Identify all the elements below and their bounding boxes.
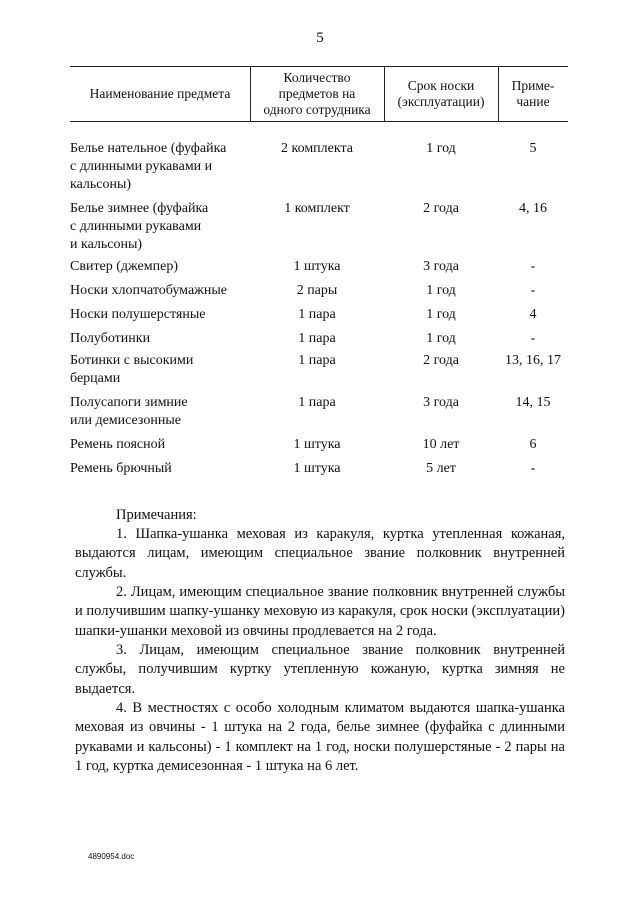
cell-wear-term: 5 лет bbox=[426, 461, 456, 476]
document-filename: 4890954.doc bbox=[88, 852, 135, 861]
page-number: 5 bbox=[316, 30, 324, 46]
cell-item-name: Белье зимнее (фуфайка с длинными рукавами и кальсоны) bbox=[70, 201, 209, 252]
cell-item-name: Свитер (джемпер) bbox=[70, 259, 178, 274]
cell-quantity: 1 штука bbox=[293, 437, 341, 452]
cell-wear-term: 1 год bbox=[426, 307, 456, 322]
cell-wear-term: 1 год bbox=[426, 331, 456, 346]
cell-item-name: Ремень поясной bbox=[70, 437, 166, 452]
cell-note: - bbox=[530, 461, 536, 476]
cell-item-name: Белье нательное (фуфайка с длинными рукавами и кальсоны) bbox=[70, 141, 227, 192]
cell-wear-term: 3 года bbox=[423, 259, 459, 274]
cell-note: 13, 16, 17 bbox=[505, 353, 561, 368]
cell-wear-term: 1 год bbox=[426, 141, 456, 156]
cell-item-name: Полусапоги зимние или демисезонные bbox=[70, 395, 188, 428]
clothing-norms-table bbox=[70, 66, 568, 476]
header-wear-term: Срок носки (эксплуатации) bbox=[397, 78, 485, 109]
cell-item-name: Носки полушерстяные bbox=[70, 307, 206, 322]
cell-note: 14, 15 bbox=[515, 395, 551, 410]
cell-note: - bbox=[530, 331, 536, 346]
cell-item-name: Полуботинки bbox=[70, 331, 151, 346]
table-header bbox=[70, 66, 568, 122]
cell-note: 4, 16 bbox=[519, 201, 547, 216]
cell-item-name: Носки хлопчатобумажные bbox=[70, 283, 227, 298]
cell-note: - bbox=[530, 283, 536, 298]
cell-quantity: 1 штука bbox=[293, 461, 341, 476]
cell-quantity: 2 комплекта bbox=[281, 141, 353, 156]
cell-quantity: 2 пары bbox=[296, 283, 338, 298]
cell-wear-term: 2 года bbox=[423, 201, 459, 216]
cell-quantity: 1 пара bbox=[298, 395, 336, 410]
cell-quantity: 1 пара bbox=[298, 353, 336, 368]
cell-quantity: 1 комплект bbox=[284, 201, 350, 216]
cell-note: 6 bbox=[529, 437, 537, 452]
cell-item-name: Ботинки с высокими берцами bbox=[70, 353, 194, 386]
cell-wear-term: 1 год bbox=[426, 283, 456, 298]
header-note: Приме- чание bbox=[511, 78, 555, 109]
cell-note: - bbox=[530, 259, 536, 274]
cell-wear-term: 2 года bbox=[423, 353, 459, 368]
cell-note: 4 bbox=[529, 307, 537, 322]
note-paragraph-2: 2. Лицам, имеющим специальное звание полковник внутренней службы и получившим шапку-ушанку меховую из каракуля, срок носки (эксплуатации) шапки-ушанки меховой из овчины продлевается на 2 года. bbox=[75, 584, 566, 639]
cell-quantity: 1 штука bbox=[293, 259, 341, 274]
note-paragraph-4: 4. В местностях с особо холодным климатом выдаются шапка-ушанка меховая из овчины - 1 штука на 2 года, белье зимнее (фуфайка с длинными рукавами и кальсоны) - 1 комплект на 1 год, носки полушерстяные - 2 пары на 1 год, куртка демисезонная - 1 штука на 6 лет. bbox=[75, 700, 565, 774]
cell-wear-term: 3 года bbox=[423, 395, 459, 410]
cell-note: 5 bbox=[529, 141, 537, 156]
cell-item-name: Ремень брючный bbox=[70, 461, 172, 476]
note-paragraph-3: 3. Лицам, имеющим специальное звание полковник внутренней службы, получившим куртку утепленную кожаную, куртка зимняя не выдается. bbox=[75, 642, 565, 697]
cell-wear-term: 10 лет bbox=[422, 437, 460, 452]
cell-quantity: 1 пара bbox=[298, 307, 336, 322]
cell-quantity: 1 пара bbox=[298, 331, 336, 346]
header-quantity: Количество предметов на одного сотрудника bbox=[263, 70, 371, 117]
notes-title: Примечания: bbox=[116, 507, 197, 523]
header-item-name: Наименование предмета bbox=[89, 86, 231, 101]
note-paragraph-1: 1. Шапка-ушанка меховая из каракуля, куртка утепленная кожаная, выдаются лицам, имеющим специальное звание полковник внутренней службы. bbox=[75, 526, 565, 581]
